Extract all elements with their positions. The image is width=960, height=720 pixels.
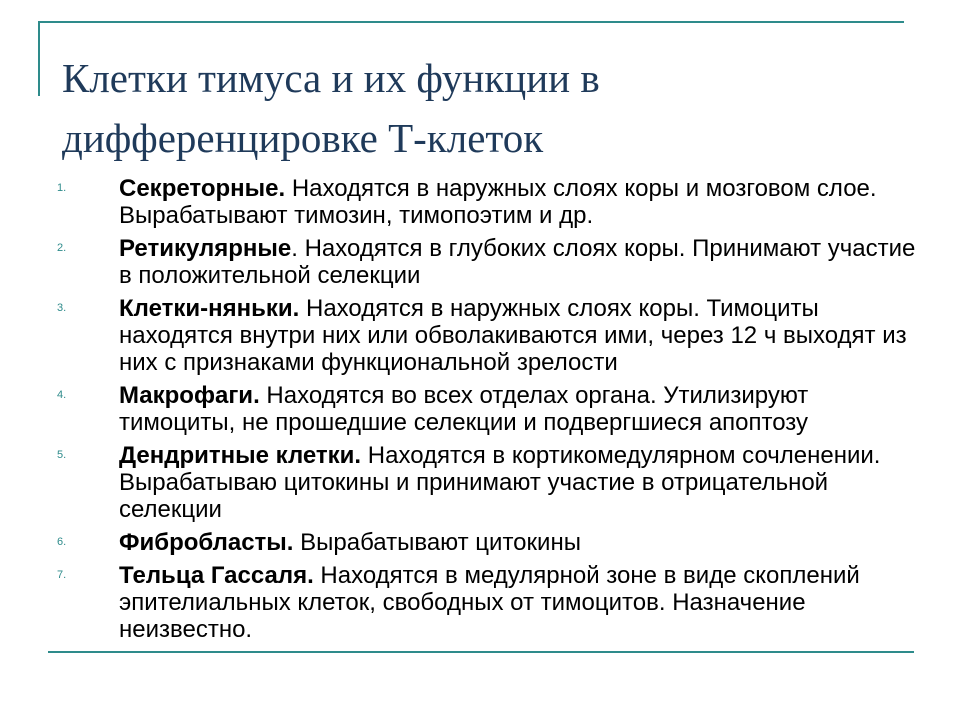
list-item-text [119, 295, 919, 376]
list-item-description: Находятся в кортикомедулярном сочленении. Вырабатываю цитокины и принимают участие в отрицательной селекции [119, 442, 881, 523]
list-item-number: 2. [57, 242, 67, 254]
slide-title: Клетки тимуса и их функции в дифференцировке Т-клеток [62, 55, 600, 161]
list-item-number: 5. [57, 449, 67, 461]
list-item-term: Секреторные. [119, 175, 286, 202]
list-item [0, 175, 960, 229]
list-item [0, 442, 960, 523]
cell-types-list [0, 175, 960, 649]
list-item-number: 7. [57, 569, 67, 581]
list-item-description: Находятся в наружных слоях коры и мозговом слое. Вырабатывают тимозин, тимопоэтим и др. [119, 175, 877, 229]
list-item-text [119, 562, 919, 643]
list-item-term: Дендритные клетки. [119, 442, 362, 469]
list-item-description: Вырабатывают цитокины [293, 529, 581, 556]
list-item-number: 1. [57, 182, 67, 194]
list-item-term: Макрофаги. [119, 382, 260, 409]
list-item-number: 4. [57, 389, 67, 401]
list-item [0, 529, 960, 556]
list-item-description: Находятся в медулярной зоне в виде скоплений эпителиальных клеток, свободных от тимоцитов. Назначение неизвестно. [119, 562, 860, 643]
list-item [0, 382, 960, 436]
list-item-description: Находятся в наружных слоях коры. Тимоциты находятся внутри них или обволакиваются ими, через 12 ч выходят из них с признаками функциональной зрелости [119, 295, 907, 376]
list-item [0, 235, 960, 289]
frame-bottom-line [48, 651, 914, 653]
list-item-text [119, 529, 919, 556]
list-item [0, 295, 960, 376]
frame-left-line [38, 21, 40, 96]
list-item-term: Фибробласты. [119, 529, 294, 556]
frame-top-line [38, 21, 904, 23]
list-item-term: Клетки-няньки. [119, 295, 300, 322]
list-item-term: Тельца Гассаля. [119, 562, 314, 589]
list-item-description: . Находятся в глубоких слоях коры. Принимают участие в положительной селекции [119, 235, 916, 289]
list-item [0, 562, 960, 643]
list-item-text [119, 382, 919, 436]
list-item-number: 3. [57, 302, 67, 314]
list-item-text [119, 442, 919, 523]
list-item-term: Ретикулярные [119, 235, 292, 262]
list-item-text [119, 235, 919, 289]
list-item-description: Находятся во всех отделах органа. Утилизируют тимоциты, не прошедшие селекции и подвергшиеся апоптозу [119, 382, 809, 436]
list-item-text [119, 175, 919, 229]
list-item-number: 6. [57, 536, 67, 548]
